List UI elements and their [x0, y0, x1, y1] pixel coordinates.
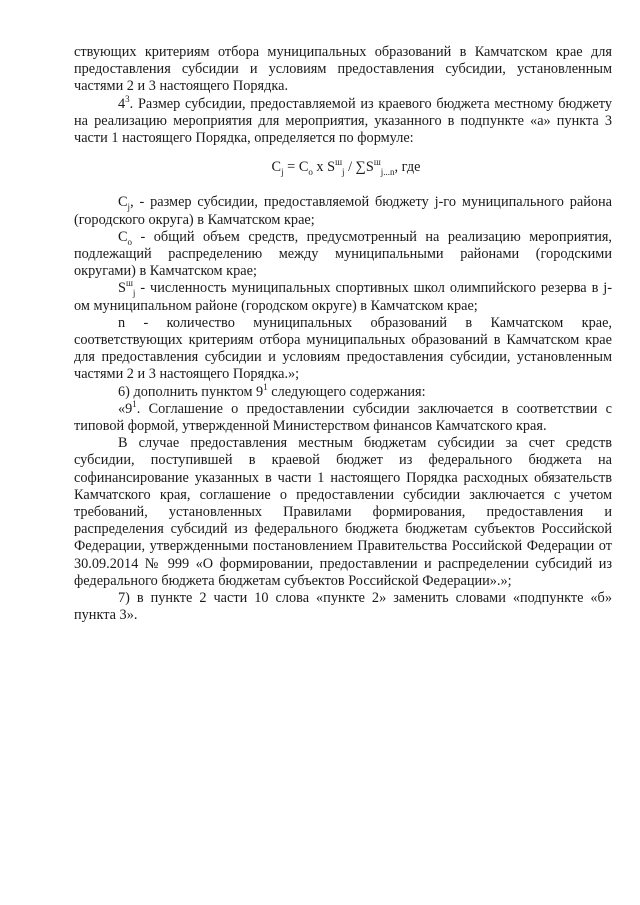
- paragraph-continuation: ствующих критериям отбора муниципальных образований в Камчатском крае для предоставления субсидии и условиям предоставления субсидии, установленным частями 2 и 3 настоящего Порядка.: [74, 44, 612, 95]
- definition-sj: $S^ш_j$ - численность муниципальных спортивных школ олимпийского резерва в j-ом муниципальном районе (городском округе) в Камчатском крае;: [74, 278, 612, 314]
- definition-cj: $C_j$, - размер субсидии, предоставляемой бюджету j-го муниципального района (городского округа) в Камчатском крае;: [74, 194, 612, 228]
- item-text: . Размер субсидии, предоставляемой из краевого бюджета местному бюджету на реализацию мероприятия для мероприятия, указанного в подпункте «а» пункта 3 части 1 настоящего Порядка, определяется по формуле:: [74, 95, 612, 147]
- item-number: 4: [118, 95, 126, 112]
- definition-n: n - количество муниципальных образований в Камчатском крае, соответствующих критериям отбора муниципальных образований в Камчатском крае для предоставления субсидии и условиям предоставления субсидии, установленным частями 2 и 3 настоящего Порядка.»;: [74, 314, 612, 383]
- paragraph-federal-subsidy: В случае предоставления местным бюджетам субсидии за счет средств субсидии, поступившей в краевой бюджет из федерального бюджета на софинансирование указанных в части 1 настоящего Порядка расходных обязательств Камчатского края, соглашение о предоставлении субсидии заключается с учетом требований, установленных Правилами формирования, предоставления и распределения субсидий из федерального бюджета бюджетам субъектов Российской Федерации, утвержденными постановлением Правительства Российской Федерации от 30.09.2014 № 999 «О формировании, предоставлении и распределении субсидий из федерального бюджета бюджетам субъектов Российской Федерации».»;: [74, 435, 612, 589]
- item-superscript: 3: [125, 93, 130, 104]
- paragraph-item-4-3: [74, 93, 612, 148]
- paragraph-item-6: 6) дополнить пунктом $9^1$ следующего содержания:: [118, 381, 426, 400]
- subsidy-formula: $C_j = C_o$ x $S^ш_j / \sum S^ш_{j...n}$, где: [271, 157, 421, 178]
- definition-co: $C_o$ - общий объем средств, предусмотренный на реализацию мероприятия, подлежащий распределению между муниципальными районами (городскими округами) в Камчатском крае;: [74, 228, 612, 280]
- document-body: [74, 44, 612, 625]
- paragraph-item-9-1: «$9^1$. Соглашение о предоставлении субсидии заключается в соответствии с типовой формой, утвержденной Министерством финансов Камчатского края.: [74, 399, 612, 435]
- paragraph-item-7: 7) в пункте 2 части 10 слова «пункте 2» заменить словами «подпункте «б» пункта 3».: [74, 590, 612, 624]
